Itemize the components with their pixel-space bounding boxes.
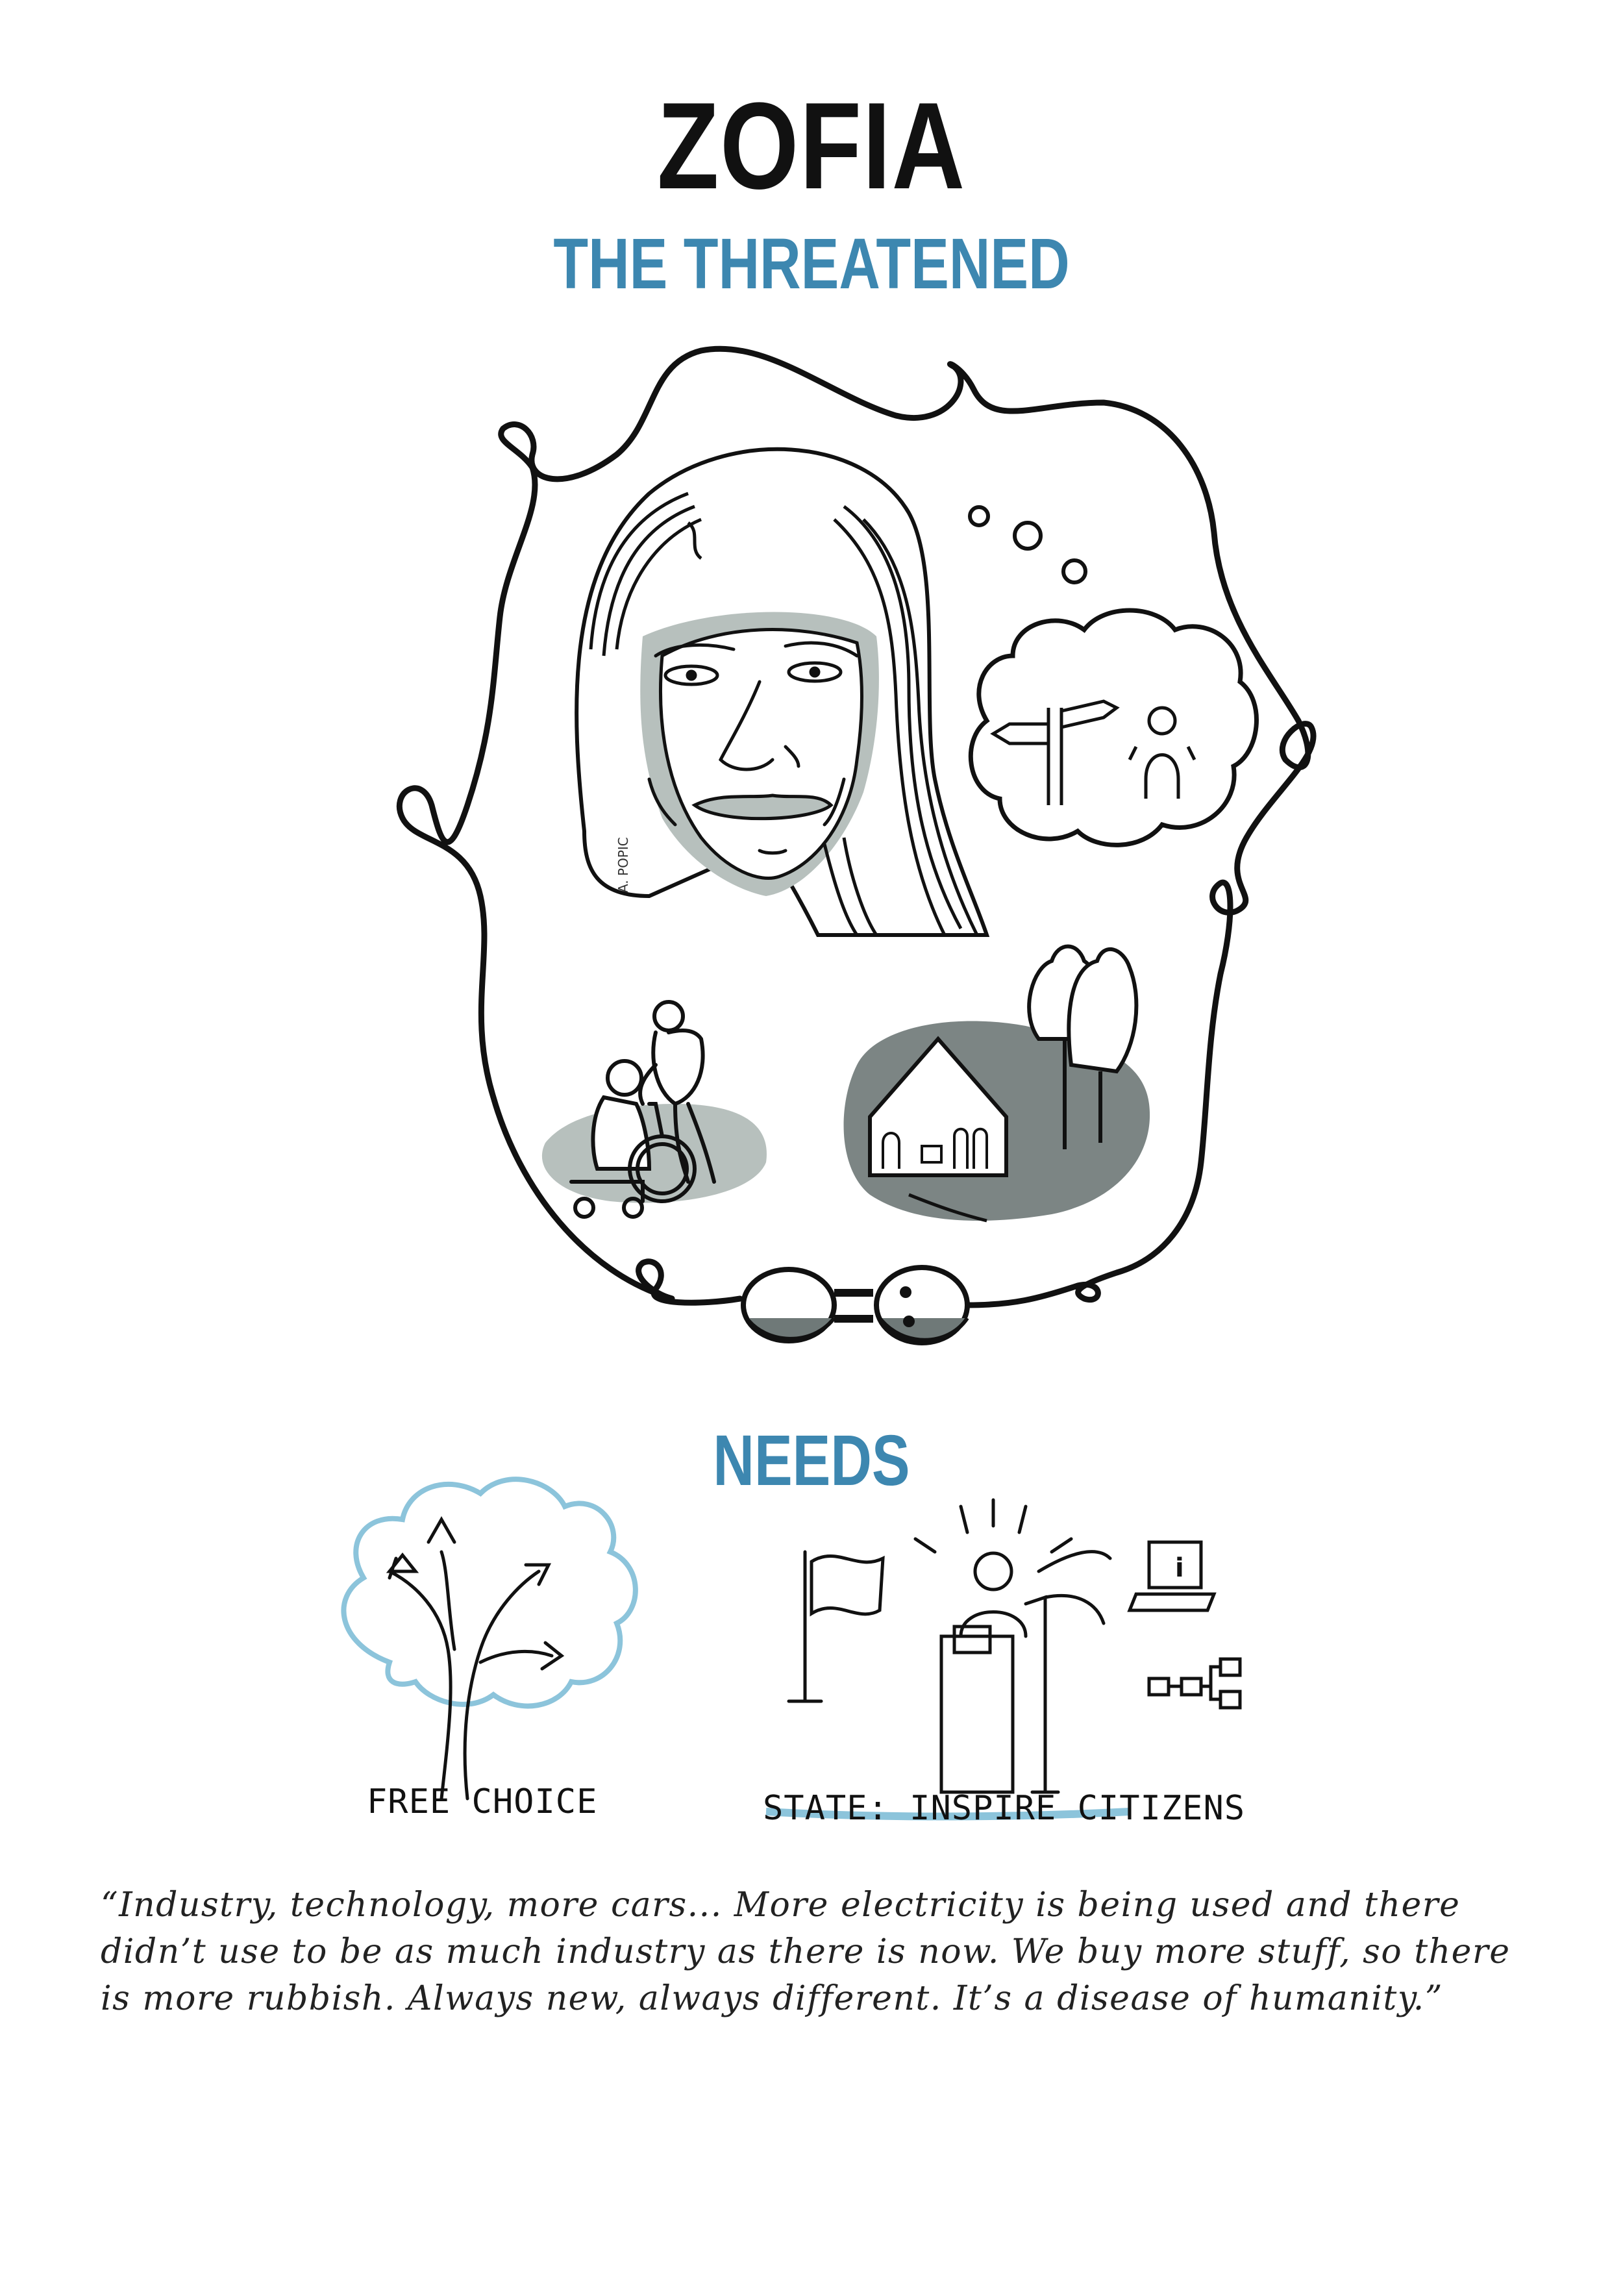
artist-signature: A. POPIC [615,837,631,893]
info-icon: i [1175,1553,1184,1583]
plug-icon [743,1269,873,1341]
needs-heading: NEEDS [713,1421,910,1501]
portrait-icon [576,449,987,935]
house-trees-icon [844,947,1150,1221]
thought-cloud-icon [970,507,1256,845]
socket-icon [876,1267,967,1343]
wheelchair-caregiver-icon [542,1002,767,1217]
persona-archetype: THE THREATENED [553,224,1070,304]
persona-quote: “Industry, technology, more cars... More electricity is being used and there didn’t use to be as much industry as there is now. We buy more stuff, so there is more rubbish. Always new, always different. It’s a disease of humanity.” [101,1886,1511,2018]
need-label-free-choice: FREE CHOICE [367,1782,598,1821]
persona-name: ZOFIA [657,77,966,215]
need-label-state-inspire-citizens: STATE: INSPIRE CITIZENS [763,1789,1246,1828]
